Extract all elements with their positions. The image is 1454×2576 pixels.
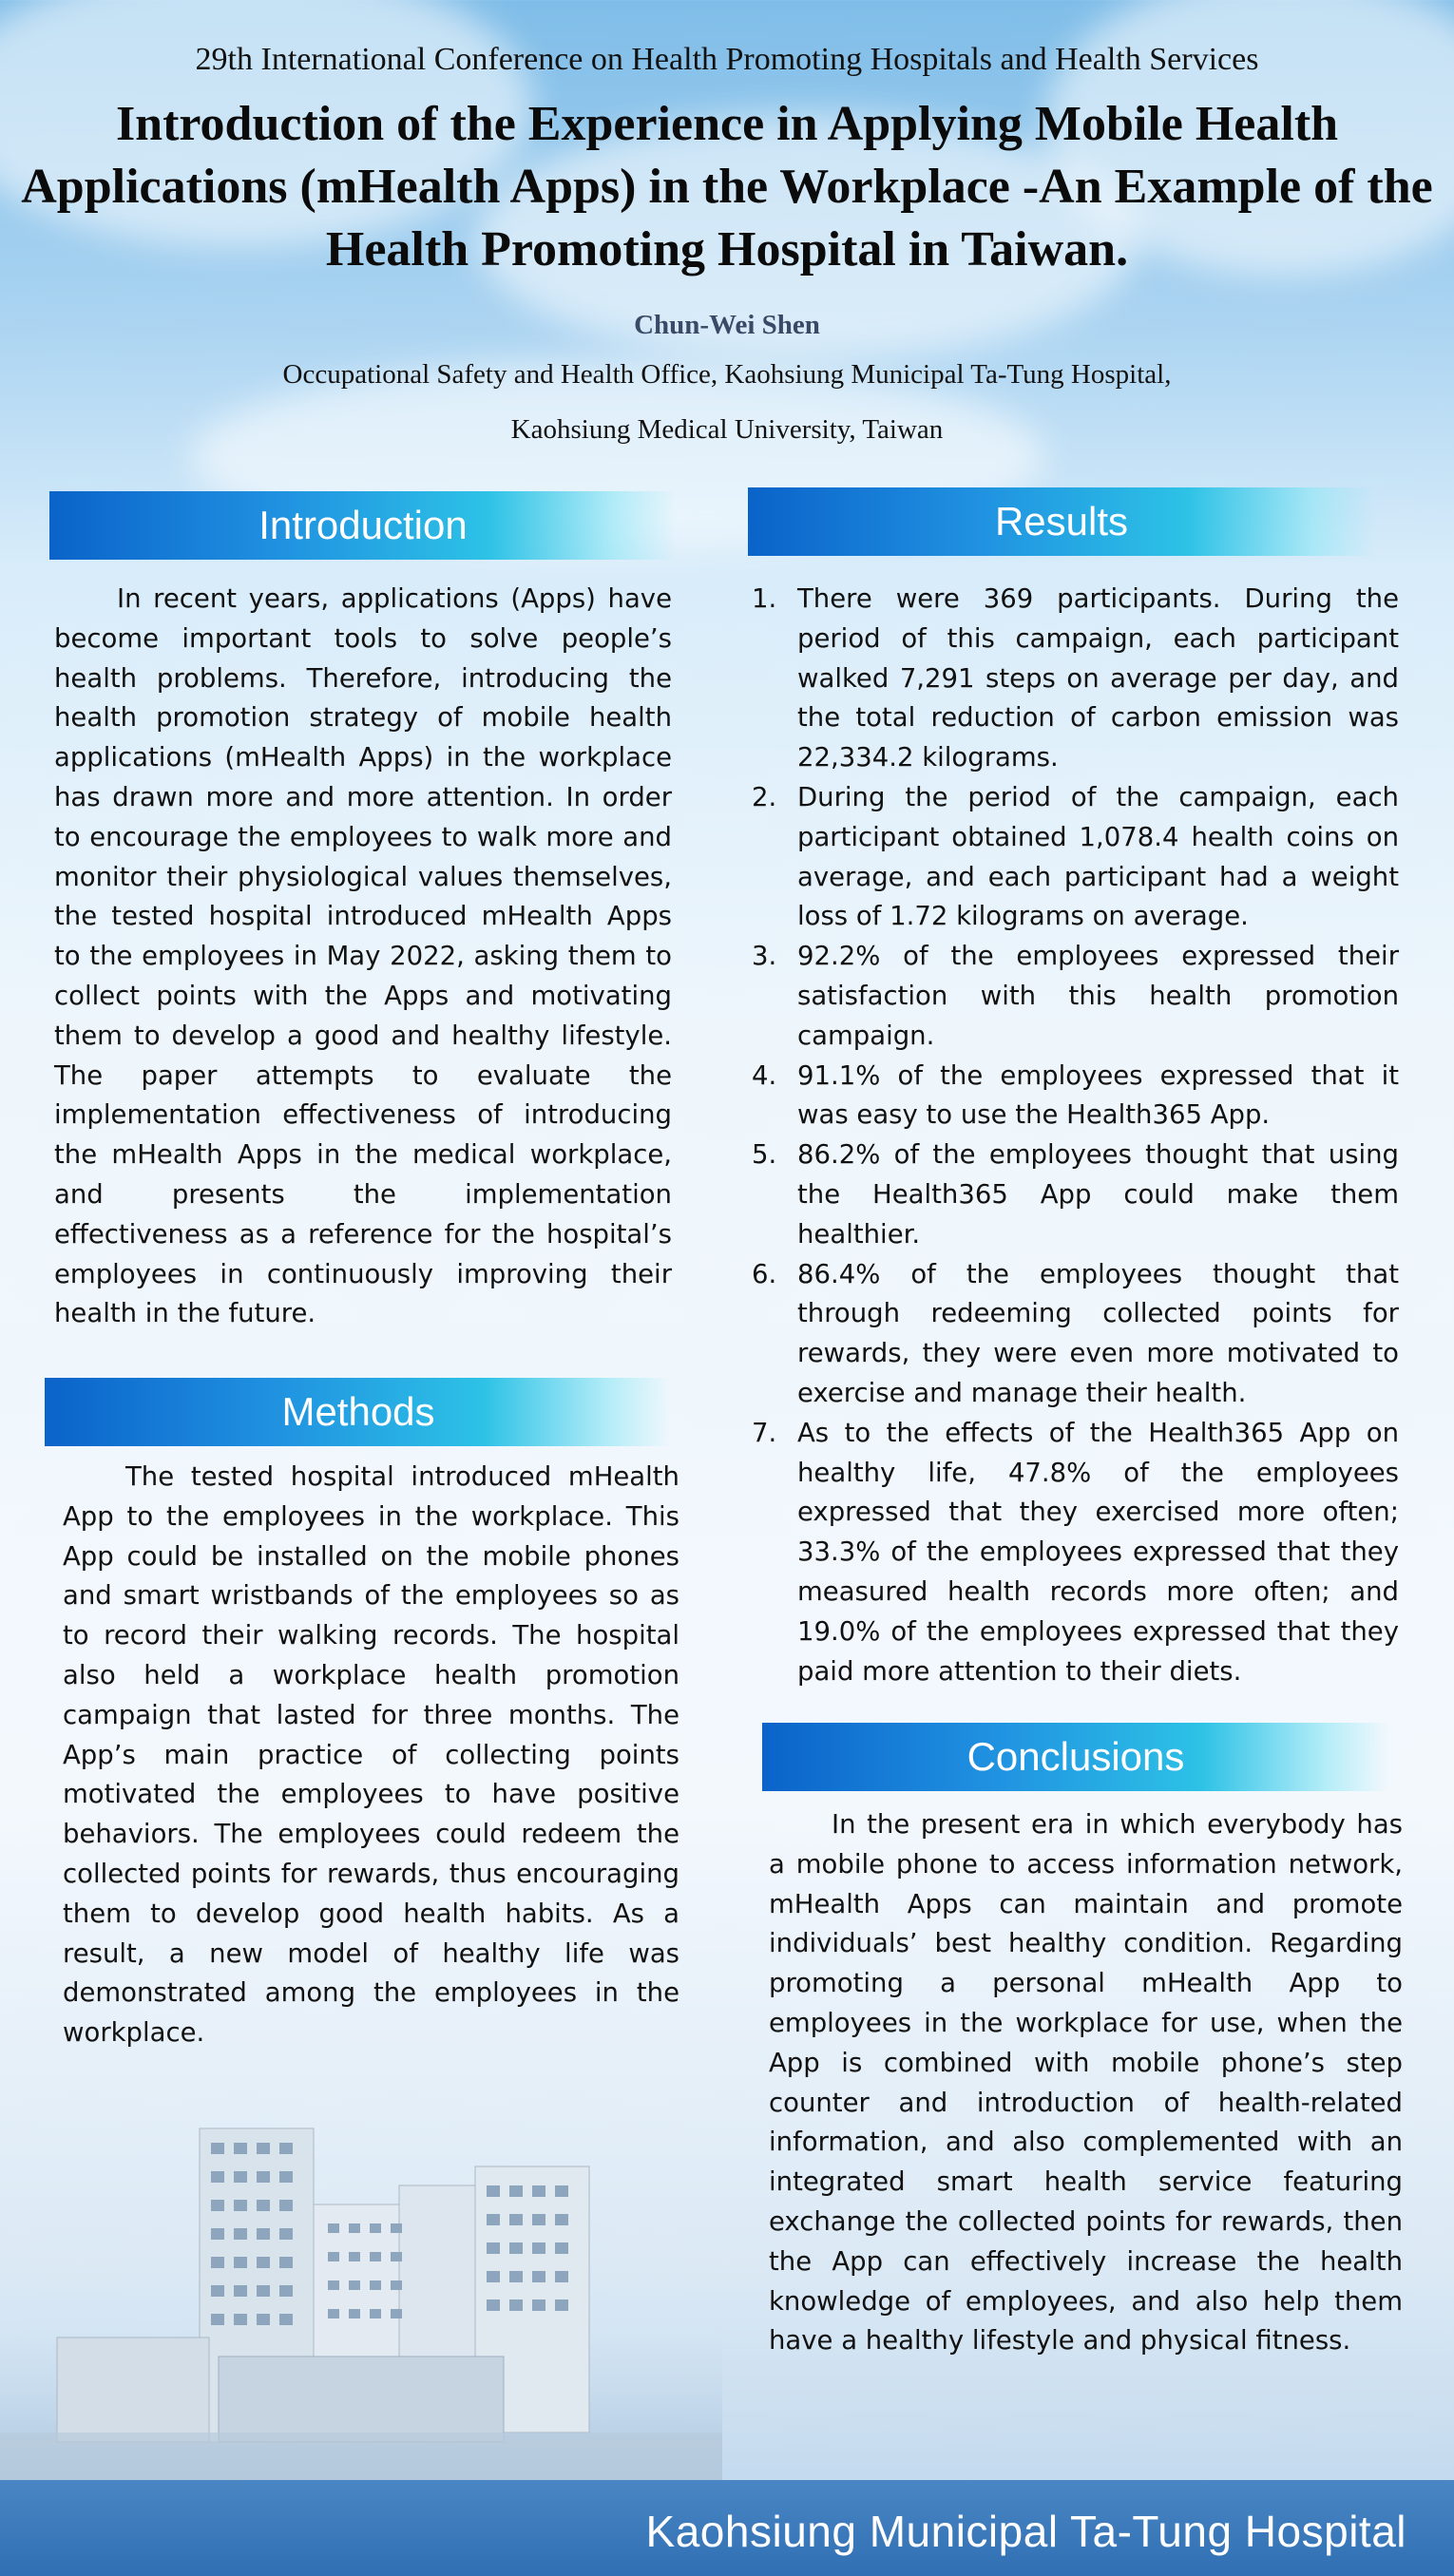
results-item (752, 778, 1399, 937)
results-item (752, 937, 1399, 1056)
results-body (752, 580, 1399, 1691)
results-item-number: 1. (752, 583, 777, 614)
results-item (752, 1057, 1399, 1136)
results-item-number: 5. (752, 1139, 777, 1171)
hospital-building-illustration (0, 2071, 722, 2490)
results-item-text: 91.1% of the employees expressed that it was easy to use the Health365 App. (797, 1059, 1399, 1131)
affiliation-line: Occupational Safety and Health Office, Kaohsiung Municipal Ta-Tung Hospital, (282, 359, 1172, 390)
results-item-number: 3. (752, 941, 777, 972)
results-item-number: 7. (752, 1417, 777, 1448)
introduction-body (54, 580, 672, 1334)
results-item-text: 86.2% of the employees thought that using the Health365 App could make them healthier. (797, 1139, 1399, 1250)
poster-title: Introduction of the Experience in Applying Mobile Health Applications (mHealth Apps) in the Workplace -An Example of the Health Promoting Hospital in Taiwan. (21, 97, 1433, 277)
results-item (752, 1414, 1399, 1692)
results-item-text: During the period of the campaign, each participant obtained 1,078.4 health coins on average, and each participant had a weight loss of 1.72 kilograms on average. (797, 781, 1399, 932)
introduction-heading (49, 491, 677, 560)
conclusions-heading (762, 1723, 1389, 1791)
methods-heading-label: Methods (281, 1389, 435, 1434)
results-item (752, 580, 1399, 778)
results-item (752, 1255, 1399, 1414)
results-heading-label: Results (994, 499, 1129, 544)
footer-hospital-name: Kaohsiung Municipal Ta-Tung Hospital (645, 2507, 1406, 2556)
results-heading (748, 487, 1375, 556)
conclusions-heading-label: Conclusions (966, 1734, 1185, 1779)
conclusions-body (769, 1805, 1403, 2361)
results-item-text: There were 369 participants. During the period of this campaign, each participant walked 7,291 steps on average per day, and the total reduction of carbon emission was 22,334.2 kilograms. (797, 583, 1399, 773)
methods-paragraph: The tested hospital introduced mHealth App to the employees in the workplace. This App could be installed on the mobile phones and smart wristbands of the employees so as to record their walking records. The hospital also held a workplace health promotion campaign that lasted for three months. The App’s main practice of collecting points motivated the employees to have positive behaviors. The employees could redeem the collected points for rewards, thus encouraging them to develop good health habits. As a result, a new model of healthy life was demonstrated among the employees in the workplace. (63, 1461, 679, 2049)
conclusions-paragraph: In the present era in which everybody has a mobile phone to access information network, mHealth Apps can maintain and promote individuals’ best healthy condition. Regarding promoting a personal mHealth App to employees in the workplace for use, when the App is combined with mobile phone’s step counter and introduction of health-related information, and also complemented with an integrated smart health service featuring exchange the collected points for rewards, then the App can effectively increase the health knowledge of employees, and also help them have a healthy lifestyle and physical fitness. (769, 1809, 1403, 2357)
conference-name: 29th International Conference on Health Promoting Hospitals and Health Services (195, 42, 1259, 77)
results-item-text: 92.2% of the employees expressed their satisfaction with this health promotion campaign. (797, 941, 1399, 1051)
results-item-text: 86.4% of the employees thought that through redeeming collected points for rewards, they were even more motivated to exercise and manage their health. (797, 1258, 1399, 1408)
results-item-number: 2. (752, 781, 777, 812)
introduction-heading-label: Introduction (258, 503, 468, 547)
results-list (752, 580, 1399, 1691)
author-name: Chun-Wei Shen (634, 310, 820, 340)
results-item-number: 6. (752, 1258, 777, 1289)
results-item-text: As to the effects of the Health365 App on healthy life, 47.8% of the employees expressed that they exercised more often; 33.3% of the employees expressed that they measured health records more often; and 19.0% of the employees expressed that they paid more attention to their diets. (797, 1417, 1399, 1687)
introduction-paragraph: In recent years, applications (Apps) have become important tools to solve people’s health problems. Therefore, introducing the health promotion strategy of mobile health applications (mHealth Apps) in the workplace has drawn more and more attention. In order to encourage the employees to walk more and monitor their physiological values themselves, the tested hospital introduced mHealth Apps to the employees in May 2022, asking them to collect points with the Apps and motivating them to develop a good and healthy lifestyle. The paper attempts to evaluate the implementation effectiveness of introducing the mHealth Apps in the medical workplace, and presents the implementation effectiveness as a reference for the hospital’s employees in continuously improving their health in the future. (54, 583, 672, 1329)
results-item (752, 1135, 1399, 1254)
methods-heading (45, 1378, 672, 1446)
results-item-number: 4. (752, 1059, 777, 1091)
affiliation-line: Kaohsiung Medical University, Taiwan (510, 414, 944, 445)
methods-body (63, 1458, 679, 2053)
